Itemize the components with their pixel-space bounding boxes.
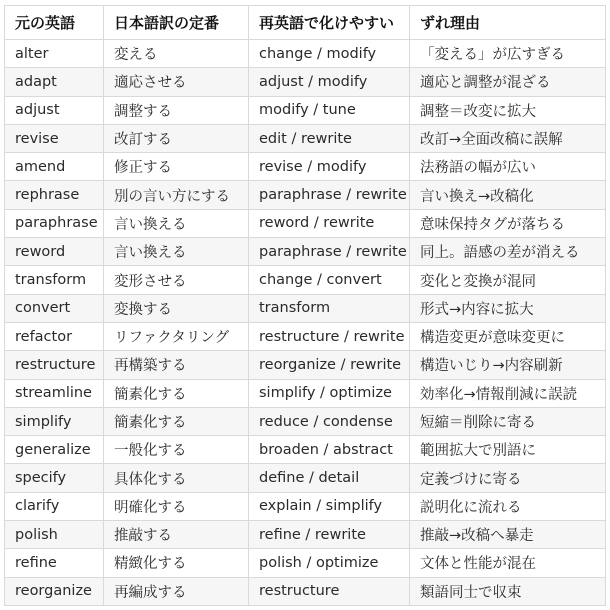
table-row	[5, 96, 606, 124]
cell-drift-reason: 推敲→改稿へ暴走	[410, 521, 606, 549]
cell-drift-reason: 類語同士で収束	[410, 577, 606, 605]
cell-original-english: polish	[5, 521, 104, 549]
cell-drift-reason: 意味保持タグが落ちる	[410, 209, 606, 237]
table-row	[5, 379, 606, 407]
cell-standard-japanese: 簡素化する	[104, 379, 249, 407]
cell-back-translation: paraphrase / rewrite	[249, 181, 410, 209]
cell-drift-reason: 文体と性能が混在	[410, 549, 606, 577]
cell-original-english: restructure	[5, 351, 104, 379]
cell-drift-reason: 範囲拡大で別語に	[410, 436, 606, 464]
cell-back-translation: modify / tune	[249, 96, 410, 124]
header-original-english: 元の英語	[5, 6, 104, 40]
cell-original-english: refine	[5, 549, 104, 577]
cell-original-english: rephrase	[5, 181, 104, 209]
cell-drift-reason: 定義づけに寄る	[410, 464, 606, 492]
header-drift-reason: ずれ理由	[410, 6, 606, 40]
cell-standard-japanese: 変換する	[104, 294, 249, 322]
cell-back-translation: reorganize / rewrite	[249, 351, 410, 379]
cell-standard-japanese: 明確化する	[104, 492, 249, 520]
cell-original-english: streamline	[5, 379, 104, 407]
cell-back-translation: restructure	[249, 577, 410, 605]
cell-drift-reason: 言い換え→改稿化	[410, 181, 606, 209]
cell-original-english: convert	[5, 294, 104, 322]
cell-original-english: generalize	[5, 436, 104, 464]
cell-drift-reason: 構造いじり→内容刷新	[410, 351, 606, 379]
table-row	[5, 577, 606, 605]
table-row	[5, 124, 606, 152]
table-row	[5, 492, 606, 520]
cell-back-translation: paraphrase / rewrite	[249, 238, 410, 266]
cell-original-english: simplify	[5, 407, 104, 435]
cell-back-translation: reword / rewrite	[249, 209, 410, 237]
cell-back-translation: polish / optimize	[249, 549, 410, 577]
table-row	[5, 40, 606, 68]
table-row	[5, 294, 606, 322]
cell-standard-japanese: 改訂する	[104, 124, 249, 152]
cell-drift-reason: 適応と調整が混ざる	[410, 68, 606, 96]
cell-back-translation: revise / modify	[249, 153, 410, 181]
translation-drift-table	[4, 5, 606, 606]
table-row	[5, 181, 606, 209]
cell-standard-japanese: 言い換える	[104, 209, 249, 237]
cell-standard-japanese: 再編成する	[104, 577, 249, 605]
table-row	[5, 266, 606, 294]
table-row	[5, 351, 606, 379]
cell-back-translation: restructure / rewrite	[249, 322, 410, 350]
cell-back-translation: adjust / modify	[249, 68, 410, 96]
cell-back-translation: transform	[249, 294, 410, 322]
cell-back-translation: broaden / abstract	[249, 436, 410, 464]
cell-original-english: alter	[5, 40, 104, 68]
cell-back-translation: refine / rewrite	[249, 521, 410, 549]
cell-original-english: specify	[5, 464, 104, 492]
cell-back-translation: simplify / optimize	[249, 379, 410, 407]
table-row	[5, 436, 606, 464]
cell-original-english: clarify	[5, 492, 104, 520]
cell-original-english: adjust	[5, 96, 104, 124]
table-container	[4, 5, 605, 606]
cell-standard-japanese: 適応させる	[104, 68, 249, 96]
cell-back-translation: change / modify	[249, 40, 410, 68]
cell-standard-japanese: 再構築する	[104, 351, 249, 379]
cell-standard-japanese: 推敲する	[104, 521, 249, 549]
table-row	[5, 464, 606, 492]
table-row	[5, 238, 606, 266]
header-standard-japanese: 日本語訳の定番	[104, 6, 249, 40]
cell-back-translation: explain / simplify	[249, 492, 410, 520]
cell-original-english: amend	[5, 153, 104, 181]
cell-original-english: adapt	[5, 68, 104, 96]
cell-original-english: refactor	[5, 322, 104, 350]
cell-standard-japanese: 具体化する	[104, 464, 249, 492]
cell-drift-reason: 変化と変換が混同	[410, 266, 606, 294]
cell-drift-reason: 調整＝改変に拡大	[410, 96, 606, 124]
cell-drift-reason: 形式→内容に拡大	[410, 294, 606, 322]
cell-drift-reason: 説明化に流れる	[410, 492, 606, 520]
table-row	[5, 549, 606, 577]
table-row	[5, 407, 606, 435]
cell-back-translation: change / convert	[249, 266, 410, 294]
cell-standard-japanese: 別の言い方にする	[104, 181, 249, 209]
table-row	[5, 521, 606, 549]
cell-original-english: reword	[5, 238, 104, 266]
cell-standard-japanese: 簡素化する	[104, 407, 249, 435]
cell-standard-japanese: 言い換える	[104, 238, 249, 266]
cell-standard-japanese: 精緻化する	[104, 549, 249, 577]
cell-standard-japanese: 変える	[104, 40, 249, 68]
table-row	[5, 68, 606, 96]
cell-standard-japanese: 一般化する	[104, 436, 249, 464]
cell-standard-japanese: 修正する	[104, 153, 249, 181]
table-row	[5, 322, 606, 350]
cell-standard-japanese: 変形させる	[104, 266, 249, 294]
header-back-translation: 再英語で化けやすい	[249, 6, 410, 40]
cell-back-translation: reduce / condense	[249, 407, 410, 435]
cell-original-english: reorganize	[5, 577, 104, 605]
cell-drift-reason: 短縮＝削除に寄る	[410, 407, 606, 435]
cell-drift-reason: 改訂→全面改稿に誤解	[410, 124, 606, 152]
cell-back-translation: define / detail	[249, 464, 410, 492]
cell-drift-reason: 「変える」が広すぎる	[410, 40, 606, 68]
table-row	[5, 209, 606, 237]
cell-original-english: transform	[5, 266, 104, 294]
table-body	[5, 40, 606, 606]
cell-standard-japanese: リファクタリング	[104, 322, 249, 350]
cell-drift-reason: 構造変更が意味変更に	[410, 322, 606, 350]
cell-standard-japanese: 調整する	[104, 96, 249, 124]
cell-original-english: revise	[5, 124, 104, 152]
cell-drift-reason: 効率化→情報削減に誤読	[410, 379, 606, 407]
cell-drift-reason: 法務語の幅が広い	[410, 153, 606, 181]
header-row	[5, 6, 606, 40]
cell-drift-reason: 同上。語感の差が消える	[410, 238, 606, 266]
table-row	[5, 153, 606, 181]
cell-back-translation: edit / rewrite	[249, 124, 410, 152]
cell-original-english: paraphrase	[5, 209, 104, 237]
